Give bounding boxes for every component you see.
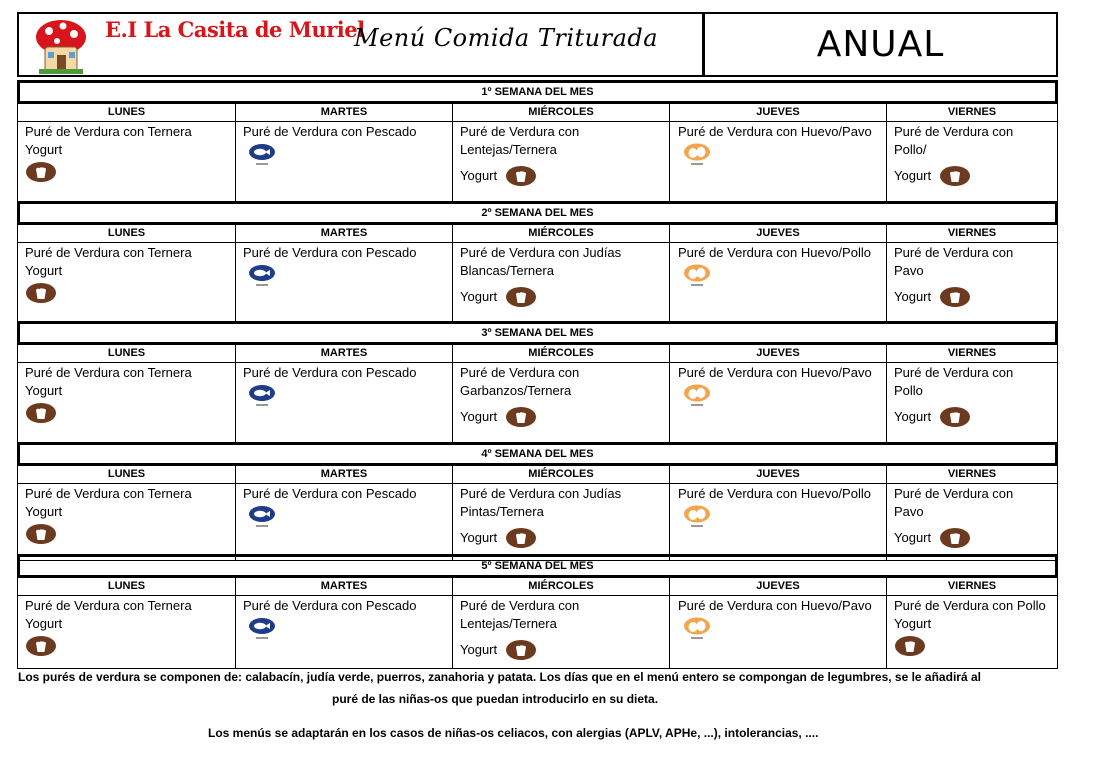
dish-text: Puré de Verdura con: [894, 365, 1014, 380]
icon-row: [25, 282, 229, 309]
week-5: [17, 554, 1058, 669]
day-column-martes: [236, 466, 453, 560]
dessert-text: Yogurt: [25, 263, 63, 278]
dish-text: Garbanzos/Ternera: [460, 383, 572, 398]
dessert-text: Yogurt: [894, 616, 932, 631]
menu-cell: [453, 484, 669, 560]
icon-row: [243, 384, 446, 415]
period-title: ANUAL: [816, 24, 945, 65]
icon-row: [678, 384, 880, 415]
day-column-viernes: [887, 345, 1057, 442]
day-header: LUNES: [18, 104, 235, 122]
day-header: LUNES: [18, 466, 235, 484]
icon-row: [243, 264, 446, 295]
menu-cell: [887, 596, 1057, 668]
icon-row: [894, 635, 1051, 662]
dessert-row: [460, 639, 663, 661]
fish-icon: [247, 143, 277, 169]
dish-text: Puré de Verdura con: [460, 365, 580, 380]
menu-cell: [236, 484, 452, 560]
day-header: MARTES: [236, 104, 452, 122]
day-column-viernes: [887, 225, 1057, 321]
week-title: 5º SEMANA DEL MES: [17, 554, 1058, 578]
day-column-lunes: [18, 466, 236, 560]
footer-line-1: Los purés de verdura se componen de: calabacín, judía verde, puerros, zanahoria y patata. Los días que en el menú entero se compongan de legumbres, se le añadirá al: [18, 670, 981, 684]
day-column-jueves: [670, 345, 887, 442]
fish-icon: [247, 617, 277, 643]
dish-text: Puré de Verdura con: [894, 124, 1014, 139]
icon-row: [678, 143, 880, 174]
menu-cell: [18, 122, 235, 202]
dish-text: Puré de Verdura con Judías: [460, 245, 622, 260]
day-column-martes: [236, 578, 453, 668]
day-column-jueves: [670, 578, 887, 668]
dessert-row: [460, 286, 663, 308]
dish-text: Puré de Verdura con: [894, 245, 1014, 260]
menu-cell: [887, 363, 1057, 442]
dish-text: Puré de Verdura con Pescado: [243, 486, 417, 501]
day-header: LUNES: [18, 225, 235, 243]
week-title: 4º SEMANA DEL MES: [17, 442, 1058, 466]
dish-text: Puré de Verdura con Pescado: [243, 598, 417, 613]
dessert-text: Yogurt: [460, 642, 498, 657]
day-header: LUNES: [18, 345, 235, 363]
icon-row: [25, 402, 229, 429]
dish-text: Puré de Verdura con Pescado: [243, 245, 417, 260]
dish-text: Puré de Verdura con Pescado: [243, 124, 417, 139]
menu-cell: [236, 122, 452, 202]
dessert-row: [894, 527, 1051, 549]
dessert-text: Yogurt: [25, 142, 63, 157]
dish-text: Lentejas/Ternera: [460, 142, 557, 157]
day-column-viernes: [887, 466, 1057, 560]
menu-cell: [18, 484, 235, 560]
day-header: VIERNES: [887, 345, 1057, 363]
yogurt-icon: [939, 527, 971, 549]
week-title: 2º SEMANA DEL MES: [17, 201, 1058, 225]
icon-row: [243, 143, 446, 174]
day-column-lunes: [18, 578, 236, 668]
yogurt-icon: [25, 282, 57, 304]
dish-text: Puré de Verdura con Judías: [460, 486, 622, 501]
day-column-miercoles: [453, 578, 670, 668]
dessert-text: Yogurt: [894, 289, 932, 304]
egg-icon: [682, 143, 712, 169]
header-title-block: [19, 14, 705, 75]
yogurt-icon: [505, 406, 537, 428]
dish-text: Blancas/Ternera: [460, 263, 554, 278]
day-column-miercoles: [453, 104, 670, 202]
menu-cell: [236, 363, 452, 442]
day-column-viernes: [887, 104, 1057, 202]
day-header: MARTES: [236, 466, 452, 484]
day-header: MARTES: [236, 578, 452, 596]
icon-row: [243, 505, 446, 536]
dish-text: Puré de Verdura con Ternera: [25, 365, 192, 380]
icon-row: [25, 523, 229, 550]
day-column-miercoles: [453, 466, 670, 560]
day-header: LUNES: [18, 578, 235, 596]
icon-row: [678, 264, 880, 295]
yogurt-icon: [505, 286, 537, 308]
icon-row: [243, 617, 446, 648]
week-grid: [17, 578, 1058, 669]
dish-text: Puré de Verdura con Pollo: [894, 598, 1046, 613]
footer-note-adaptations: [18, 722, 1078, 744]
dish-text: Puré de Verdura con Huevo/Pavo: [678, 124, 872, 139]
egg-icon: [682, 264, 712, 290]
dish-text: Puré de Verdura con Huevo/Pavo: [678, 598, 872, 613]
dessert-row: [894, 286, 1051, 308]
dessert-text: Yogurt: [894, 530, 932, 545]
day-header: VIERNES: [887, 466, 1057, 484]
menu-cell: [453, 363, 669, 442]
dessert-row: [460, 406, 663, 428]
yogurt-icon: [894, 635, 926, 657]
day-header: JUEVES: [670, 104, 886, 122]
dessert-text: Yogurt: [460, 289, 498, 304]
icon-row: [678, 617, 880, 648]
dessert-row: [894, 406, 1051, 428]
day-column-lunes: [18, 104, 236, 202]
dish-text: Puré de Verdura con: [460, 124, 580, 139]
dessert-text: Yogurt: [25, 616, 63, 631]
dish-text: Pollo: [894, 383, 923, 398]
day-header: VIERNES: [887, 578, 1057, 596]
menu-cell: [236, 596, 452, 668]
dessert-text: Yogurt: [460, 168, 498, 183]
yogurt-icon: [939, 286, 971, 308]
week-2: [17, 201, 1058, 322]
week-4: [17, 442, 1058, 561]
period-block: [705, 14, 1056, 75]
week-grid: [17, 466, 1058, 561]
menu-cell: [887, 122, 1057, 202]
day-column-lunes: [18, 225, 236, 321]
yogurt-icon: [505, 527, 537, 549]
day-column-miercoles: [453, 345, 670, 442]
day-header: JUEVES: [670, 466, 886, 484]
dessert-text: Yogurt: [894, 168, 932, 183]
menu-title: Menú Comida Triturada: [354, 24, 659, 52]
week-3: [17, 321, 1058, 443]
icon-row: [25, 635, 229, 662]
day-header: MIÉRCOLES: [453, 104, 669, 122]
menu-cell: [670, 243, 886, 321]
dish-text: Puré de Verdura con Huevo/Pavo: [678, 365, 872, 380]
day-column-viernes: [887, 578, 1057, 668]
week-grid: [17, 104, 1058, 203]
icon-row: [25, 161, 229, 188]
fish-icon: [247, 264, 277, 290]
yogurt-icon: [25, 523, 57, 545]
dish-text: Puré de Verdura con: [460, 598, 580, 613]
day-header: MIÉRCOLES: [453, 578, 669, 596]
yogurt-icon: [25, 402, 57, 424]
dessert-text: Yogurt: [25, 504, 63, 519]
dish-text: Pavo: [894, 504, 924, 519]
fish-icon: [247, 505, 277, 531]
day-header: JUEVES: [670, 225, 886, 243]
day-header: MIÉRCOLES: [453, 345, 669, 363]
yogurt-icon: [505, 639, 537, 661]
menu-cell: [453, 122, 669, 202]
menu-cell: [453, 243, 669, 321]
dish-text: Puré de Verdura con Huevo/Pollo: [678, 486, 871, 501]
dessert-text: Yogurt: [25, 383, 63, 398]
dessert-text: Yogurt: [460, 530, 498, 545]
day-header: VIERNES: [887, 104, 1057, 122]
egg-icon: [682, 617, 712, 643]
week-title: 1º SEMANA DEL MES: [17, 80, 1058, 104]
dish-text: Pollo/: [894, 142, 927, 157]
dish-text: Puré de Verdura con Ternera: [25, 486, 192, 501]
day-header: MIÉRCOLES: [453, 225, 669, 243]
day-column-martes: [236, 225, 453, 321]
footer-note-ingredients: [18, 666, 1078, 710]
day-header: VIERNES: [887, 225, 1057, 243]
dessert-text: Yogurt: [460, 409, 498, 424]
dish-text: Puré de Verdura con Ternera: [25, 245, 192, 260]
yogurt-icon: [505, 165, 537, 187]
day-header: MIÉRCOLES: [453, 466, 669, 484]
day-header: JUEVES: [670, 345, 886, 363]
day-column-jueves: [670, 104, 887, 202]
egg-icon: [682, 505, 712, 531]
dish-text: Pintas/Ternera: [460, 504, 544, 519]
menu-cell: [887, 243, 1057, 321]
icon-row: [678, 505, 880, 536]
yogurt-icon: [25, 161, 57, 183]
menu-cell: [236, 243, 452, 321]
day-header: MARTES: [236, 225, 452, 243]
fish-icon: [247, 384, 277, 410]
week-grid: [17, 225, 1058, 322]
dessert-row: [460, 165, 663, 187]
week-1: [17, 80, 1058, 203]
egg-icon: [682, 384, 712, 410]
yogurt-icon: [939, 165, 971, 187]
dish-text: Puré de Verdura con Ternera: [25, 124, 192, 139]
day-column-lunes: [18, 345, 236, 442]
mushroom-house-logo: [35, 17, 87, 75]
week-grid: [17, 345, 1058, 443]
day-header: JUEVES: [670, 578, 886, 596]
footer-line-3: Los menús se adaptarán en los casos de niñas-os celiacos, con alergias (APLV, APHe, ...), intolerancias, ....: [208, 726, 819, 740]
dessert-row: [894, 165, 1051, 187]
day-column-jueves: [670, 466, 887, 560]
menu-header: [17, 12, 1058, 77]
menu-cell: [18, 596, 235, 668]
day-column-martes: [236, 104, 453, 202]
menu-cell: [670, 363, 886, 442]
school-name: E.I La Casita de Muriel: [105, 17, 365, 42]
dish-text: Lentejas/Ternera: [460, 616, 557, 631]
dessert-text: Yogurt: [894, 409, 932, 424]
dish-text: Puré de Verdura con Huevo/Pollo: [678, 245, 871, 260]
dish-text: Puré de Verdura con: [894, 486, 1014, 501]
day-column-martes: [236, 345, 453, 442]
yogurt-icon: [25, 635, 57, 657]
week-title: 3º SEMANA DEL MES: [17, 321, 1058, 345]
menu-cell: [887, 484, 1057, 560]
day-column-miercoles: [453, 225, 670, 321]
yogurt-icon: [939, 406, 971, 428]
footer-line-2: puré de las niñas-os que puedan introducirlo en su dieta.: [332, 692, 659, 706]
menu-cell: [670, 596, 886, 668]
dish-text: Pavo: [894, 263, 924, 278]
menu-cell: [18, 363, 235, 442]
day-column-jueves: [670, 225, 887, 321]
menu-cell: [18, 243, 235, 321]
dessert-row: [460, 527, 663, 549]
menu-cell: [670, 122, 886, 202]
menu-cell: [670, 484, 886, 560]
dish-text: Puré de Verdura con Pescado: [243, 365, 417, 380]
menu-cell: [453, 596, 669, 668]
dish-text: Puré de Verdura con Ternera: [25, 598, 192, 613]
day-header: MARTES: [236, 345, 452, 363]
